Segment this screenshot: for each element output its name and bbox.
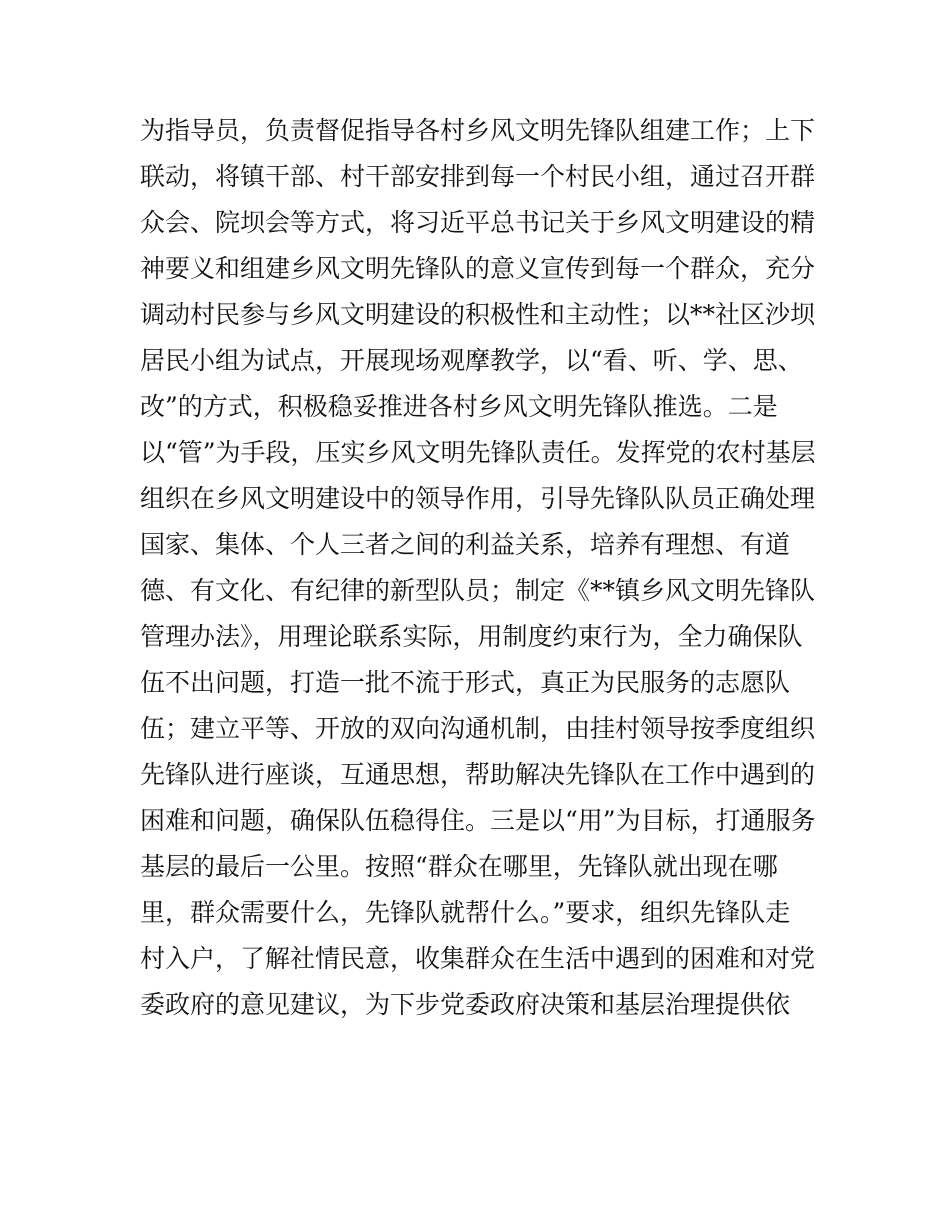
text-line-4: 神要义和组建乡风文明先锋队的意义宣传到每一个群众，充分 [140, 254, 816, 283]
text-line-2: 联动，将镇干部、村干部安排到每一个村民小组，通过召开群 [140, 162, 816, 191]
text-line-11: 德、有文化、有纪律的新型队员；制定《**镇乡风文明先锋队 [140, 576, 816, 605]
text-line-16: 困难和问题，确保队伍稳得住。三是以“用”为目标，打通服务 [140, 806, 816, 835]
text-line-10: 国家、集体、个人三者之间的利益关系，培养有理想、有道 [140, 530, 791, 559]
text-line-8: 以“管”为手段，压实乡风文明先锋队责任。发挥党的农村基层 [140, 438, 816, 467]
text-line-17: 基层的最后一公里。按照“群众在哪里，先锋队就出现在哪 [140, 852, 778, 881]
text-line-9: 组织在乡风文明建设中的领导作用，引导先锋队队员正确处理 [140, 484, 816, 513]
text-line-1: 为指导员，负责督促指导各村乡风文明先锋队组建工作；上下 [140, 116, 816, 145]
text-line-14: 伍；建立平等、开放的双向沟通机制，由挂村领导按季度组织 [140, 714, 816, 743]
text-line-13: 伍不出问题，打造一批不流于形式，真正为民服务的志愿队 [140, 668, 791, 697]
text-line-12: 管理办法》，用理论联系实际，用制度约束行为，全力确保队 [140, 622, 803, 651]
text-line-3: 众会、院坝会等方式，将习近平总书记关于乡风文明建设的精 [140, 208, 816, 237]
text-line-5: 调动村民参与乡风文明建设的积极性和主动性；以**社区沙坝 [140, 300, 816, 329]
text-line-18: 里，群众需要什么，先锋队就帮什么。”要求，组织先锋队走 [140, 898, 791, 927]
text-line-6: 居民小组为试点，开展现场观摩教学，以“看、听、学、思、 [140, 346, 803, 375]
text-line-19: 村入户，了解社情民意，收集群众在生活中遇到的困难和对党 [140, 944, 816, 973]
text-line-20: 委政府的意见建议，为下步党委政府决策和基层治理提供依 [140, 990, 791, 1019]
text-line-15: 先锋队进行座谈，互通思想，帮助解决先锋队在工作中遇到的 [140, 760, 816, 789]
body-text [140, 108, 830, 1028]
text-line-7: 改”的方式，积极稳妥推进各村乡风文明先锋队推选。二是 [140, 392, 778, 421]
